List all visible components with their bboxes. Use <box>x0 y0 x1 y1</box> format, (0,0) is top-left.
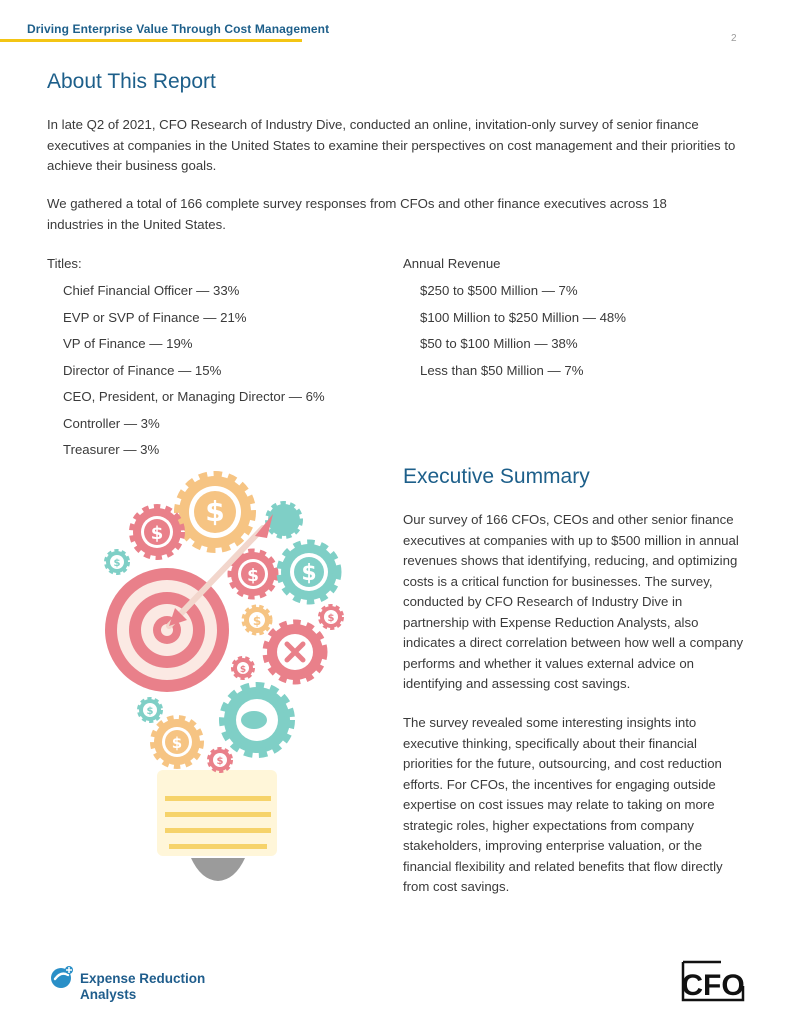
summary-heading: Executive Summary <box>403 465 590 488</box>
list-item: EVP or SVP of Finance — 21% <box>63 309 247 325</box>
svg-text:$: $ <box>247 566 259 586</box>
list-item: CEO, President, or Managing Director — 6% <box>63 389 325 404</box>
svg-text:$: $ <box>146 706 154 717</box>
list-item: $50 to $100 Million — 38% <box>420 336 578 351</box>
list-item: $100 Million to $250 Million — 48% <box>420 309 626 325</box>
bulb-base-icon <box>157 770 277 881</box>
gear-icon <box>224 687 290 753</box>
gear-icon <box>268 504 300 536</box>
svg-text:$: $ <box>171 734 183 752</box>
list-item: $250 to $500 Million — 7% <box>420 283 578 298</box>
titles-list <box>63 281 325 467</box>
about-heading: About This Report <box>47 70 216 93</box>
list-item: Controller — 3% <box>63 415 160 431</box>
revenue-heading: Annual Revenue <box>403 256 501 271</box>
era-logo-icon <box>50 965 76 989</box>
about-paragraph-1: In late Q2 of 2021, CFO Research of Industry Dive, conducted an online, invitation-only survey of senior finance executives at companies in the United States to examine their perspectives on cost management and their priorities to achieve their business goals. <box>47 117 736 173</box>
gear-icon <box>179 476 251 548</box>
gear-icon <box>209 749 231 771</box>
about-paragraph-2: We gathered a total of 166 complete survey responses from CFOs and other finance executives across 18 industries in the United States. <box>47 196 667 232</box>
list-item: VP of Finance — 19% <box>63 336 193 351</box>
list-item: Chief Financial Officer — 33% <box>63 283 240 298</box>
cfo-logo-text: CFO <box>681 969 745 1002</box>
svg-text:$: $ <box>150 523 164 544</box>
page-number: 2 <box>731 33 737 44</box>
summary-paragraph-2: The survey revealed some interesting insights into executive thinking, specifically about their financial priorities for the future, outsourcing, and cost reduction efforts. For CFOs, the incentives for engaging outside expertise on cost issues may relate to taking on more strategic roles, higher expectations from company stakeholders, improving enterprise valuation, or the financial flexibility and related benefits that flow directly from cost savings. <box>403 715 723 894</box>
wrench-gear-icon <box>267 624 323 680</box>
svg-text:$: $ <box>205 495 225 528</box>
gear-icon <box>139 699 161 721</box>
header-accent-rule <box>0 39 302 42</box>
document-running-title: Driving Enterprise Value Through Cost Management <box>27 22 330 36</box>
cfo-logo-icon <box>681 960 745 1002</box>
summary-paragraph-1: Our survey of 166 CFOs, CEOs and other senior finance executives at companies with up to $500 million in annual revenues shows that identifying, reducing, and optimizing costs is a critical function for businesses. The survey, conducted by CFO Research of Industry Dive in partnership with Expense Reduction Analysts, also indicates a direct correlation between how well a company performs and whether it values external advice on identifying and assessing cost savings. <box>403 512 744 691</box>
gear-icon <box>154 719 200 765</box>
svg-text:$: $ <box>239 665 247 675</box>
svg-text:$: $ <box>252 614 262 628</box>
lightbulb-gears-target-icon <box>95 470 355 885</box>
svg-text:$: $ <box>216 756 224 767</box>
svg-text:$: $ <box>301 561 317 586</box>
list-item: Director of Finance — 15% <box>63 362 222 378</box>
svg-text:$: $ <box>327 613 335 624</box>
gear-icon <box>320 606 342 628</box>
era-logo-line-1: Expense Reduction <box>80 971 206 986</box>
era-logo-line-2: Analysts <box>80 987 137 1002</box>
gear-icon <box>244 607 270 633</box>
titles-heading: Titles: <box>47 256 82 271</box>
gear-icon <box>106 551 128 573</box>
revenue-list <box>420 281 626 387</box>
gear-icon <box>233 658 253 678</box>
list-item: Less than $50 Million — 7% <box>420 362 584 378</box>
era-logo-text <box>80 971 205 1003</box>
gear-icon <box>133 508 181 556</box>
gear-icon <box>281 544 337 600</box>
svg-text:$: $ <box>113 558 121 569</box>
list-item: Treasurer — 3% <box>63 442 160 457</box>
